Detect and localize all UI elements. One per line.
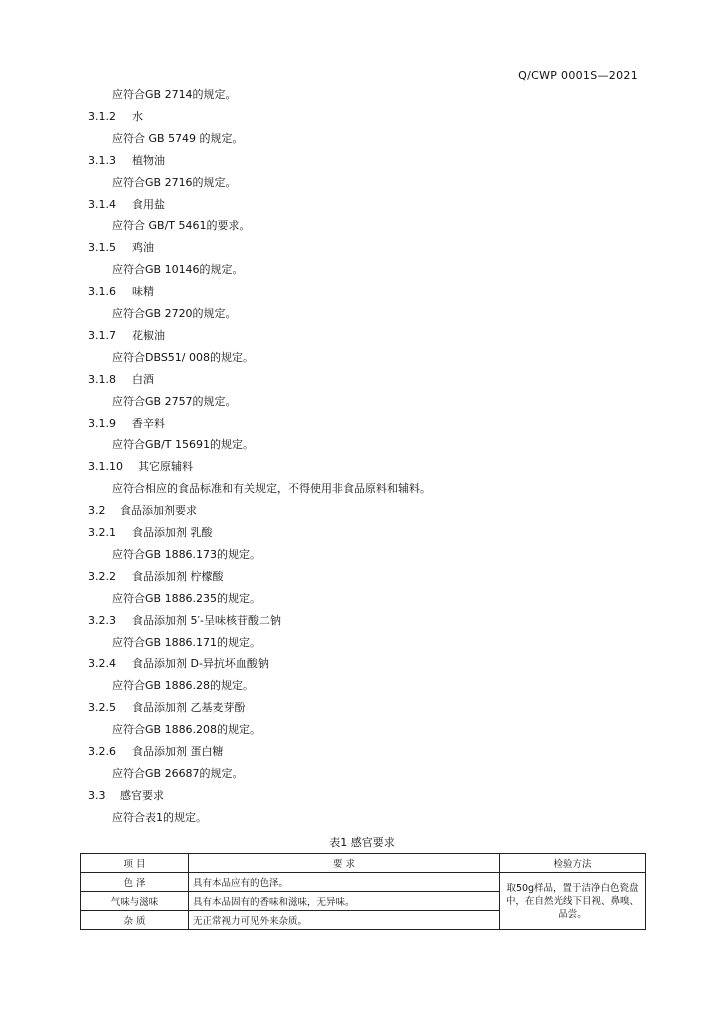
section-title: 白酒: [132, 372, 154, 386]
paragraph-text: 应符合相应的食品标准和有关规定，不得使用非食品原料和辅料。: [112, 482, 431, 496]
section-title: 花椒油: [132, 328, 165, 342]
column-header-method: 检验方法: [500, 854, 646, 873]
section-title: 食用盐: [132, 197, 165, 211]
section-number: 3.2.5: [88, 701, 116, 715]
paragraph-text: 应符合GB 2757的规定。: [112, 394, 237, 408]
paragraph-text: 应符合GB 2720的规定。: [112, 307, 237, 320]
section-number: 3.3: [88, 788, 106, 802]
section-title: 食品添加剂 5′-呈味核苷酸二钠: [132, 613, 281, 627]
section-number: 3.1.10: [88, 460, 123, 474]
section-number: 3.1.2: [88, 109, 116, 123]
paragraph-text: 应符合GB 1886.28的规定。: [112, 679, 255, 693]
section-number: 3.2.3: [88, 613, 116, 627]
section-number: 3.2: [88, 504, 106, 518]
table-row: [81, 873, 646, 892]
section-number: 3.2.1: [88, 526, 116, 539]
section-number: 3.1.6: [88, 285, 116, 299]
paragraph-text: 应符合GB 1886.208的规定。: [112, 723, 262, 737]
section-title: 香辛料: [132, 416, 165, 430]
section-title: 感官要求: [120, 788, 164, 802]
paragraph-text: 应符合DBS51/ 008的规定。: [112, 350, 255, 364]
section-number: 3.1.8: [88, 372, 116, 386]
section-number: 3.2.4: [88, 657, 116, 671]
paragraph-text: 应符合GB 1886.235的规定。: [112, 591, 262, 605]
paragraph-text: 应符合GB 2714的规定。: [112, 88, 237, 101]
column-header-requirement: 要 求: [189, 854, 500, 873]
section-number: 3.2.2: [88, 569, 116, 583]
paragraph-text: 应符合 GB 5749 的规定。: [112, 131, 244, 145]
section-title: 食品添加剂 乙基麦芽酚: [132, 701, 246, 715]
section-title: 水: [132, 109, 143, 123]
paragraph-text: 应符合 GB/T 5461的要求。: [112, 219, 251, 233]
column-header-item: 项 目: [81, 854, 189, 873]
section-number: 3.1.4: [88, 197, 116, 211]
row-item: 气味与滋味: [81, 892, 189, 911]
section-title: 鸡油: [132, 241, 154, 255]
table-caption: 表1 感官要求: [329, 836, 395, 849]
paragraph-text: 应符合GB 1886.171的规定。: [112, 635, 262, 649]
section-title: 食品添加剂 D-异抗坏血酸钠: [132, 657, 269, 671]
row-requirement: 具有本品应有的色泽。: [189, 873, 500, 892]
row-requirement: 无正常视力可见外来杂质。: [189, 911, 500, 930]
section-title: 食品添加剂 蛋白糖: [132, 745, 224, 758]
paragraph-text: 应符合GB/T 15691的规定。: [112, 438, 254, 452]
paragraph-text: 应符合GB 1886.173的规定。: [112, 547, 262, 561]
row-item: 杂 质: [81, 911, 189, 930]
table-header-row: [81, 854, 646, 873]
paragraph-text: 应符合GB 2716的规定。: [112, 175, 237, 189]
section-number: 3.1.5: [88, 241, 116, 255]
row-requirement: 具有本品固有的香味和滋味，无异味。: [189, 892, 500, 911]
section-title: 食品添加剂 乳酸: [132, 526, 213, 539]
section-number: 3.1.9: [88, 416, 116, 430]
document-code: Q/CWP 0001S—2021: [518, 69, 638, 82]
test-method: 取50g样品，置于洁净白色瓷盘中，在自然光线下目视、鼻嗅、品尝。: [500, 873, 646, 930]
section-title: 食品添加剂 柠檬酸: [132, 569, 224, 583]
sensory-requirements-table: [80, 853, 646, 930]
row-item: 色 泽: [81, 873, 189, 892]
section-number: 3.1.3: [88, 153, 116, 167]
section-title: 食品添加剂要求: [120, 504, 197, 518]
section-number: 3.1.7: [88, 328, 116, 342]
paragraph-text: 应符合GB 26687的规定。: [112, 766, 244, 780]
paragraph-text: 应符合表1的规定。: [112, 810, 207, 824]
section-title: 味精: [132, 285, 154, 299]
section-title: 其它原辅料: [138, 460, 193, 474]
section-number: 3.2.6: [88, 745, 116, 758]
paragraph-text: 应符合GB 10146的规定。: [112, 263, 244, 277]
section-title: 植物油: [132, 153, 165, 167]
